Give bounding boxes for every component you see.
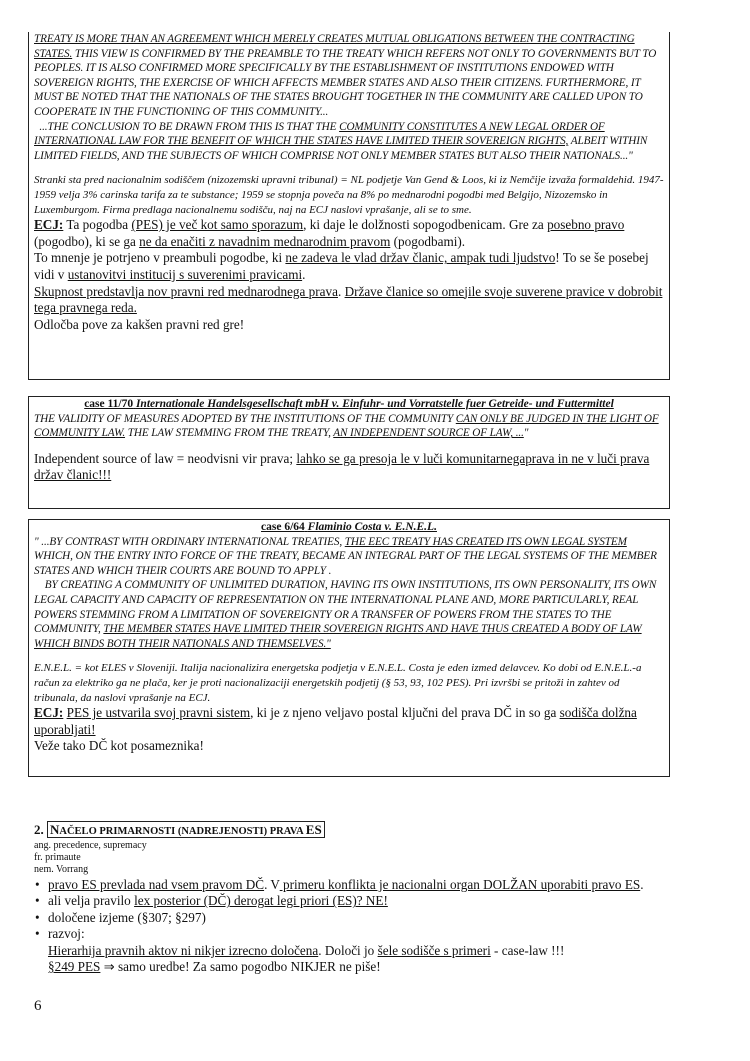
underlined-text: (PES) je več kot samo sporazum bbox=[131, 217, 304, 233]
text-segment: THE LAW STEMMING FROM THE TREATY, bbox=[125, 427, 334, 440]
case-heading bbox=[34, 397, 664, 412]
title-rest: AČELO PRIMARNOSTI (NADREJENOSTI) PRAVA bbox=[59, 826, 306, 837]
case-title: Flaminio Costa v. E.N.E.L. bbox=[307, 521, 437, 533]
text-segment: . Določi jo bbox=[318, 942, 378, 958]
underlined-text: ECJ: bbox=[34, 217, 64, 233]
text-segment: - case-law !!! bbox=[490, 942, 565, 958]
paragraph bbox=[34, 451, 664, 484]
underlined-text: ne zadeva le vlad držav članic, ampak tudi ljudstvo bbox=[285, 250, 556, 266]
case-note bbox=[34, 173, 664, 217]
text-segment: ...THE CONCLUSION TO BE DRAWN FROM THIS IS THAT THE bbox=[34, 120, 340, 133]
list-item bbox=[35, 909, 674, 926]
paragraph bbox=[34, 738, 664, 755]
lang-term: fr. primaute bbox=[34, 852, 81, 863]
underlined-text: AN INDEPENDENT SOURCE OF LAW, ... bbox=[333, 427, 524, 440]
underlined-text: posebno pravo bbox=[547, 217, 625, 233]
lang-term: nem. Vorrang bbox=[34, 864, 89, 875]
underlined-text: lex posterior (DČ) derogat legi priori (ES)? NE! bbox=[134, 893, 388, 909]
bullet-icon: • bbox=[35, 926, 40, 942]
bullet-icon: • bbox=[35, 893, 40, 909]
underlined-text: ustanovitvi institucij s suverenimi pravicami bbox=[67, 266, 303, 282]
list-item-text bbox=[48, 893, 388, 908]
bullet-icon: • bbox=[35, 877, 40, 892]
text-segment: . bbox=[302, 266, 306, 282]
text-segment: To mnenje je potrjeno v preambuli pogodbe, ki bbox=[34, 250, 286, 266]
paragraph bbox=[34, 250, 664, 283]
sub-paragraph bbox=[34, 959, 674, 975]
text-segment: . bbox=[640, 877, 644, 892]
page-number: 6 bbox=[34, 998, 42, 1014]
list-item-text bbox=[48, 910, 206, 925]
underlined-text: Skupnost predstavlja nov pravni red mednarodnega prava bbox=[34, 283, 338, 299]
underlined-text: lahko se ga presoja le v luči komunitarnegaprava in ne v luči prava držav članic!!! bbox=[34, 450, 650, 483]
section-heading bbox=[34, 822, 674, 840]
list-item-text bbox=[48, 926, 85, 941]
text-segment: WHICH, ON THE ENTRY INTO FORCE OF THE TREATY, BECAME AN INTEGRAL PART OF THE LEGAL SYSTEMS OF THE MEMBER STATES AND WHICH THEIR COURTS ARE BOUND TO APPLY . bbox=[34, 550, 657, 577]
underlined-text: sodišča dolžna uporabljati! bbox=[34, 705, 637, 737]
underlined-text: Države članice so omejile svoje suverene pravice v dobrobit tega pravnega reda. bbox=[34, 283, 663, 316]
section-title bbox=[47, 821, 325, 838]
text-segment: Odločba pove za kakšen pravni red gre! bbox=[34, 316, 245, 332]
underlined-text: THE MEMBER STATES HAVE LIMITED THEIR SOVEREIGN RIGHTS AND HAVE THUS CREATED A BODY OF LAW WHICH BINDS BOTH THEIR NATIONALS AND THEMSELVES." bbox=[34, 623, 642, 650]
list-item bbox=[35, 893, 674, 909]
case-note bbox=[34, 661, 664, 705]
title-initial: N bbox=[50, 822, 60, 837]
text-segment: Stranki sta pred nacionalnim sodiščem (nizozemski upravni tribunal) = NL podjetje Van Gend & Loos, ki iz Nemčije izvaža formaldehid. 1947-1959 velja 3% carinska tarifa za te substance; 1959 se stopnja poveča na 8% po mednarodni pogodbi med Belgijo, Nizozemsko in Luxemburgom. Firma predlaga nacionalnemu sodišču, naj na ECJ naslovi vprašanje, ali se to sme. bbox=[34, 174, 664, 216]
case-heading bbox=[34, 520, 664, 535]
underlined-text: COMMUNITY CONSTITUTES A NEW LEGAL ORDER OF INTERNATIONAL LAW FOR THE BENEFIT OF WHICH THE STATES HAVE LIMITED THEIR SOVEREIGN RIGHTS, bbox=[34, 120, 605, 148]
underlined-text: šele sodišče s primeri bbox=[377, 942, 491, 958]
text-segment: BY CREATING A COMMUNITY OF UNLIMITED DURATION, HAVING ITS OWN INSTITUTIONS, ITS OWN PERSONALITY, ITS OWN LEGAL CAPACITY AND CAPACITY OF REPRESENTATION ON THE INTERNATIONAL PLANE AND, MORE PARTICULARLY, REAL POWERS STEMMING FROM A LIMITATION OF SOVEREIGNTY OR A TRANSFER OF POWERS FROM THE STATES TO THE COMMUNITY, bbox=[34, 579, 657, 636]
text-segment: ALBEIT WITHIN LIMITED FIELDS, AND THE SUBJECTS OF WHICH COMPRISE NOT ONLY MEMBER STATES BUT ALSO THEIR NATIONALS..." bbox=[34, 135, 648, 162]
sub-paragraph bbox=[34, 943, 674, 959]
section-number: 2. bbox=[34, 822, 44, 837]
paragraph bbox=[34, 284, 664, 317]
text-segment: (pogodbami). bbox=[390, 233, 466, 249]
text-segment: " ...BY CONTRAST WITH ORDINARY INTERNATIONAL TREATIES, bbox=[34, 535, 345, 548]
text-segment: . bbox=[337, 283, 345, 299]
text-segment: " bbox=[523, 427, 529, 440]
text-segment: (pogodbo), ki se ga bbox=[34, 233, 140, 249]
lang-term: ang. precedence, supremacy bbox=[34, 840, 147, 851]
quote-paragraph bbox=[34, 578, 664, 651]
text-segment: , ki daje le dolžnosti sopogodbenicam. Gre za bbox=[303, 217, 548, 233]
underlined-text: TREATY IS MORE THAN AN AGREEMENT WHICH MERELY CREATES MUTUAL OBLIGATIONS BETWEEN THE CONTRACTING STATES. bbox=[34, 33, 635, 60]
title-end: ES bbox=[305, 822, 322, 837]
text-segment: določene izjeme (§307; §297) bbox=[48, 909, 206, 925]
text-segment: THE VALIDITY OF MEASURES ADOPTED BY THE INSTITUTIONS OF THE COMMUNITY bbox=[34, 412, 456, 425]
paragraph bbox=[34, 317, 664, 334]
text-segment: Veže tako DČ kot posameznika! bbox=[34, 738, 204, 754]
text-segment: razvoj: bbox=[48, 926, 85, 942]
quote-conclusion bbox=[34, 120, 664, 164]
case-number: case 11/70 bbox=[84, 398, 134, 410]
text-segment: ⇒ samo uredbe! Za samo pogodbo NIKJER ne piše! bbox=[100, 959, 381, 975]
underlined-text: primeru konflikta je nacionalni organ DOLŽAN uporabiti pravo ES bbox=[279, 877, 641, 892]
underlined-text: Hierarhija pravnih aktov ni nikjer izrecno določena bbox=[48, 942, 319, 958]
underlined-text: PES je ustvarila svoj pravni sistem bbox=[66, 705, 251, 721]
text-segment: . V bbox=[264, 877, 280, 892]
case-title: Internationale Handelsgesellschaft mbH v. Einfuhr- und Vorratstelle fuer Getreide- und Futtermittel bbox=[135, 398, 614, 410]
quote-paragraph bbox=[34, 412, 664, 441]
case-number: case 6/64 bbox=[261, 521, 305, 533]
list-item bbox=[35, 926, 674, 942]
text-segment: Independent source of law = neodvisni vir prava; bbox=[34, 450, 297, 466]
bullet-icon: • bbox=[35, 909, 40, 925]
van-gend-loos-box bbox=[28, 32, 670, 380]
text-segment: ali velja pravilo bbox=[48, 893, 135, 909]
text-segment: ! To se še posebej vidi v bbox=[34, 250, 649, 282]
ecj-ruling bbox=[34, 217, 664, 250]
underlined-text: CAN ONLY BE JUDGED IN THE LIGHT OF COMMUNITY LAW. bbox=[34, 412, 659, 440]
list-item-text bbox=[48, 877, 644, 892]
text-segment: E.N.E.L. = kot ELES v Sloveniji. Italija nacionalizira energetska podjetja v E.N.E.L. Costa je eden izmed delavcev. Ko dobi od E.N.E.L.-a račun za elektriko ga ne plača, ker je proti nacionalizaciji energetskih podjetij (§ 53, 93, 102 PES). Pri izvršbi se pritoži in zahtev od tribunala, da naslovi vprašanje na ECJ. bbox=[34, 662, 642, 704]
bullet-list bbox=[34, 877, 674, 943]
ecj-ruling bbox=[34, 705, 664, 738]
text-segment: Ta pogodba bbox=[63, 217, 132, 233]
section-2 bbox=[34, 822, 674, 975]
underlined-text: ne da enačiti z navadnim mednarodnim pravom bbox=[139, 233, 391, 249]
quote-paragraph bbox=[34, 535, 664, 579]
costa-enel-box bbox=[28, 519, 670, 777]
text-segment: , ki je z njeno veljavo postal ključni del prava DČ in so ga bbox=[250, 705, 560, 721]
underlined-text: §249 PES bbox=[48, 959, 101, 975]
underlined-text: ECJ: bbox=[34, 705, 64, 721]
underlined-text: THE EEC TREATY HAS CREATED ITS OWN LEGAL SYSTEM bbox=[344, 535, 627, 548]
list-item bbox=[35, 877, 674, 893]
case-11-70-box bbox=[28, 396, 670, 509]
text-segment: THIS VIEW IS CONFIRMED BY THE PREAMBLE TO THE TREATY WHICH REFERS NOT ONLY TO GOVERNMENTS BUT TO PEOPLES. IT IS ALSO CONFIRMED MORE SPECIFICALLY BY THE ESTABLISHMENT OF INSTITUTIONS ENDOWED WITH SOVEREIGN RIGHTS, THE EXERCISE OF WHICH AFFECTS MEMBER STATES AND ALSO THEIR CITIZENS. FURTHERMORE, IT MUST BE NOTED THAT THE NATIONALS OF THE STATES BROUGHT TOGETHER IN THE COMMUNITY ARE CALLED UPON TO COOPERATE IN THE FUNCTIONING OF THIS COMMUNITY... bbox=[34, 47, 657, 118]
underlined-text: pravo ES prevlada nad vsem pravom DČ bbox=[48, 877, 265, 892]
quote-paragraph bbox=[34, 32, 664, 120]
